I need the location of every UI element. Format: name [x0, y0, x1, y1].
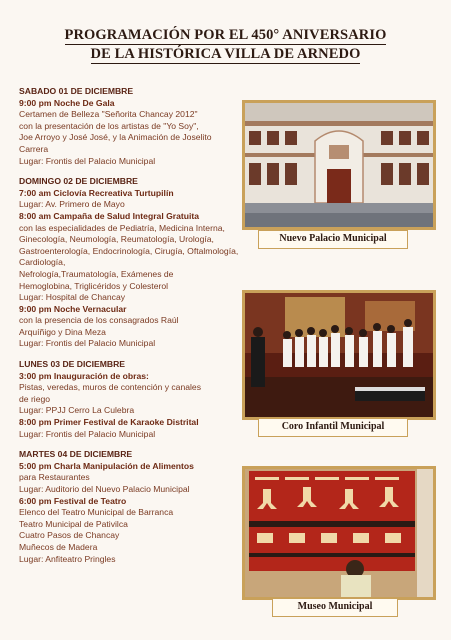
event-detail: con la presentación de los artistas de "Yo Soy", [19, 120, 199, 131]
event-heading: 8:00 am Campaña de Salud Integral Gratuita [19, 210, 200, 221]
event-detail: Hemoglobina, Triglicéridos y Colesterol [19, 280, 169, 291]
palace-caption: Nuevo Palacio Municipal [258, 230, 408, 249]
museum-photo [242, 466, 436, 600]
day-date: SABADO 01 DE DICIEMBRE [19, 86, 134, 96]
day-block [19, 86, 244, 167]
museum-illustration [245, 469, 433, 597]
event-detail: Gastroenterología, Endocrinología, Cirugía, Oftalmología, Cardiología, [19, 245, 239, 268]
event-detail: Nefrología,Traumatología, Exámenes de [19, 268, 174, 279]
event-heading: 6:00 pm Festival de Teatro [19, 495, 127, 506]
event-detail: con la presencia de los consagrados Raúl [19, 315, 179, 326]
event-heading: 9:00 pm Noche Vernacular [19, 303, 127, 314]
event-detail: Joe Arroyo y José José, y la Animación de Joselito [19, 132, 212, 143]
choir-illustration [245, 293, 433, 417]
event-heading: 9:00 pm Noche De Gala [19, 97, 115, 108]
title-line-2: DE LA HISTÓRICA VILLA DE ARNEDO [90, 46, 361, 62]
choir-photo [242, 290, 436, 420]
day-block [19, 449, 244, 565]
day-date: MARTES 04 DE DICIEMBRE [19, 449, 133, 460]
event-detail: Lugar: PPJJ Cerro La Culebra [19, 405, 135, 416]
event-detail: Lugar: Frontis del Palacio Municipal [19, 428, 156, 439]
palace-photo [242, 100, 436, 230]
event-detail: Lugar: Frontis del Palacio Municipal [19, 155, 156, 166]
event-detail: Muñecos de Madera [19, 541, 98, 552]
title-line-1: PROGRAMACIÓN POR EL 450° ANIVERSARIO [64, 27, 387, 43]
day-date: DOMINGO 02 DE DICIEMBRE [19, 176, 138, 187]
event-detail: para Restaurantes [19, 472, 90, 483]
event-heading: 7:00 am Ciclovía Recreativa Turtupilín [19, 187, 174, 198]
event-detail: Cuatro Pasos de Chancay [19, 530, 120, 541]
event-heading: 5:00 pm Charla Manipulación de Alimentos [19, 460, 194, 471]
event-detail: Elenco del Teatro Municipal de Barranca [19, 507, 174, 518]
event-detail: Lugar: Auditorio del Nuevo Palacio Municipal [19, 484, 190, 494]
event-detail: Lugar: Av. Primero de Mayo [19, 199, 125, 210]
page-title [0, 26, 451, 64]
event-detail: Lugar: Hospital de Chancay [19, 292, 126, 303]
event-detail: Teatro Municipal de Pativilca [19, 518, 128, 529]
day-block [19, 176, 244, 350]
event-detail: con las especialidades de Pediatría, Medicina Interna, [19, 222, 225, 233]
event-detail: Ginecología, Neumología, Reumatología, Urología, [19, 234, 214, 245]
museum-caption: Museo Municipal [272, 598, 398, 617]
event-detail: Arquíñigo y Dina Meza [19, 326, 106, 337]
choir-caption: Coro Infantil Municipal [258, 418, 408, 437]
event-heading: 3:00 pm Inauguración de obras: [19, 370, 149, 381]
event-detail: Lugar: Anfiteatro Pringles [19, 553, 116, 564]
day-block [19, 359, 244, 440]
event-detail: Pistas, veredas, muros de contención y canales [19, 382, 201, 393]
event-detail: Lugar: Frontis del Palacio Municipal [19, 338, 156, 349]
day-date: LUNES 03 DE DICIEMBRE [19, 359, 126, 370]
event-detail: de riego [19, 393, 51, 404]
palace-illustration [245, 103, 433, 227]
event-detail: Certamen de Belleza "Señorita Chancay 2012" [19, 109, 198, 120]
schedule-column [19, 86, 244, 574]
event-detail: Carrera [19, 143, 49, 154]
event-heading: 8:00 pm Primer Festival de Karaoke Distrital [19, 417, 199, 428]
